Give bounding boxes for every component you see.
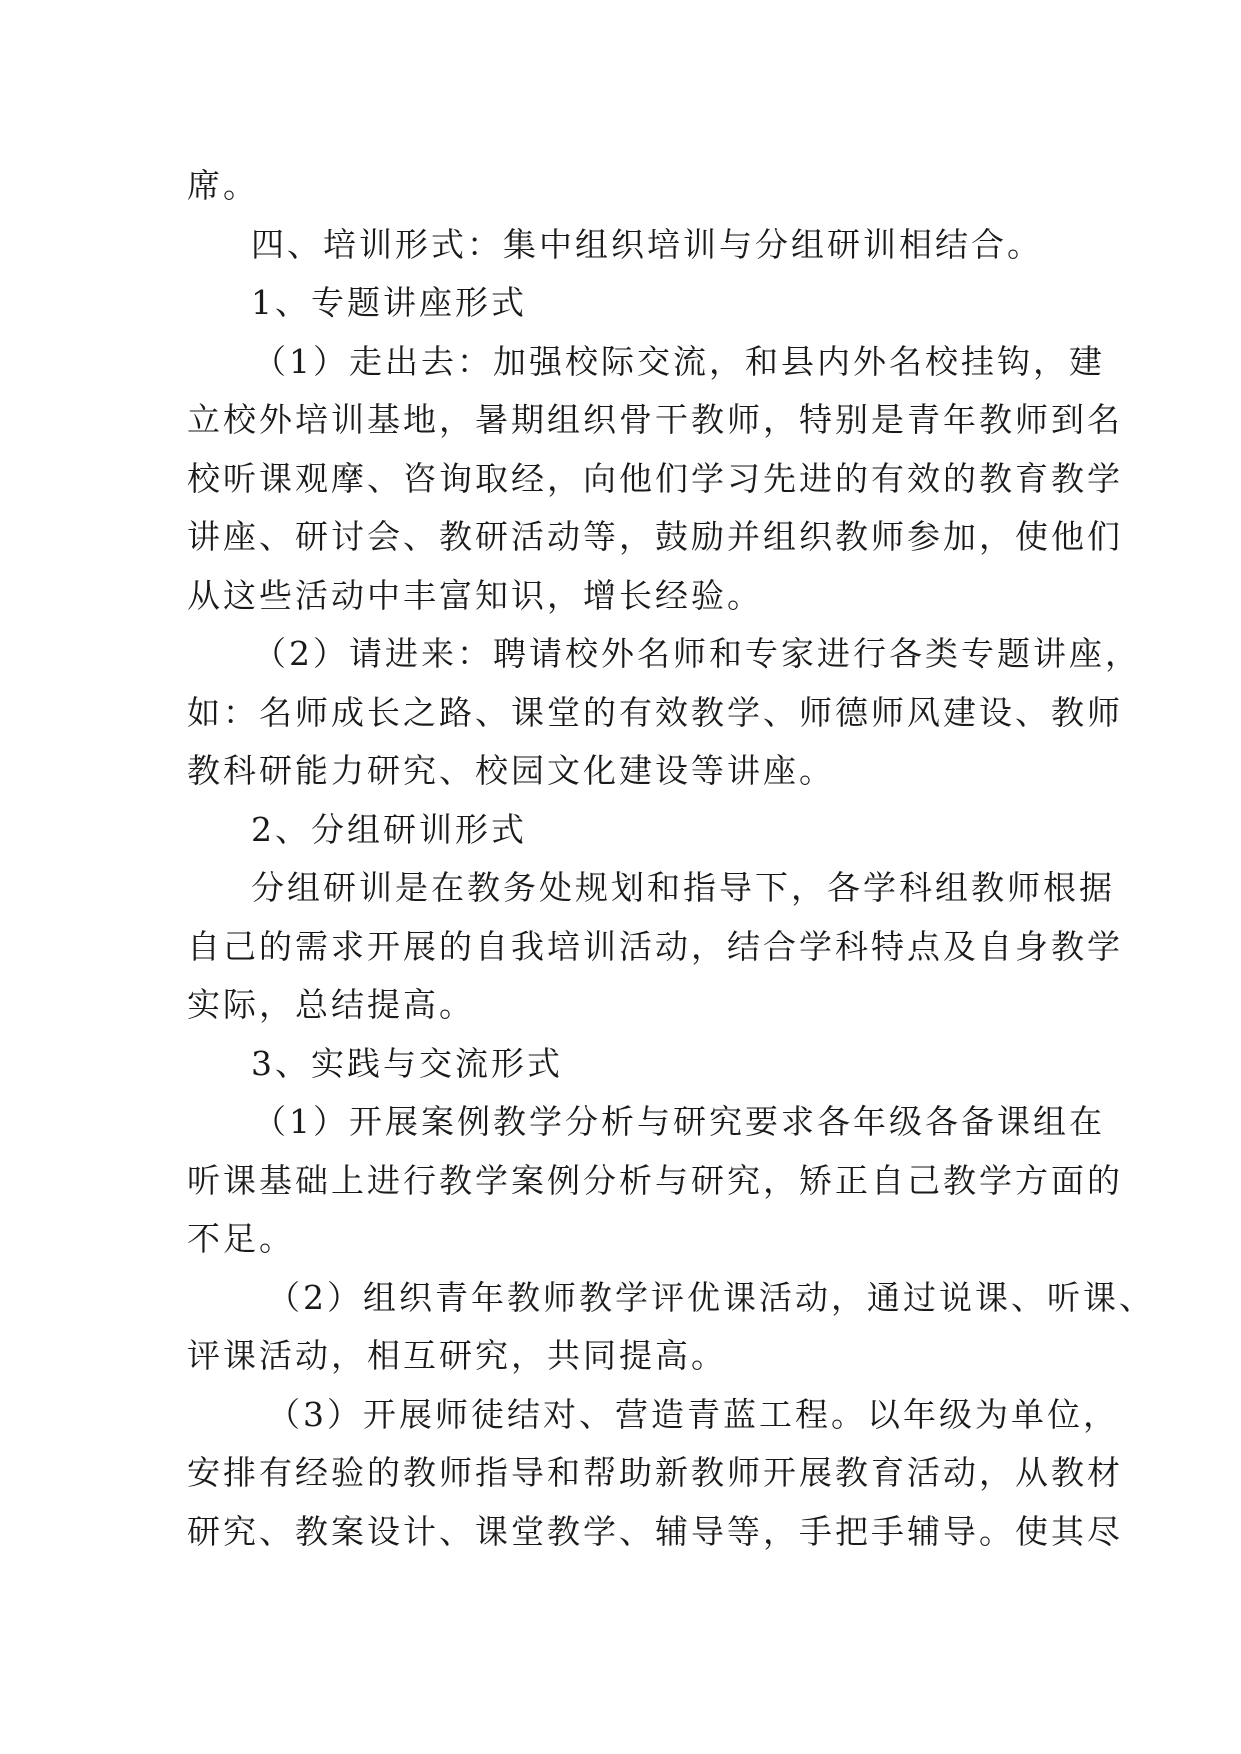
text-line: 立校外培训基地，暑期组织骨干教师，特别是青年教师到名 [187, 400, 1123, 439]
subsection-heading: 1、专题讲座形式 [251, 283, 527, 322]
text-line: 实际，总结提高。 [187, 985, 475, 1024]
text-line: 教科研能力研究、校园文化建设等讲座。 [187, 751, 835, 790]
text-line: （2）请进来：聘请校外名师和专家进行各类专题讲座， [253, 634, 1141, 673]
subsection-heading: 2、分组研训形式 [251, 809, 527, 849]
text-line: （2）组织青年教师教学评优课活动，通过说课、听课、 [267, 1277, 1155, 1317]
text-line: 安排有经验的教师指导和帮助新教师开展教育活动，从教材 [187, 1453, 1123, 1492]
text-line: 校听课观摩、咨询取经，向他们学习先进的有效的教育教学 [187, 458, 1123, 498]
text-line: 自己的需求开展的自我培训活动，结合学科特点及自身教学 [187, 926, 1123, 966]
text-line: （1）开展案例教学分析与研究要求各年级各备课组在 [253, 1102, 1105, 1141]
text-line: 研究、教案设计、课堂教学、辅导等，手把手辅导。使其尽 [187, 1511, 1123, 1551]
subsection-heading: 3、实践与交流形式 [251, 1043, 563, 1083]
text-line: 讲座、研讨会、教研活动等，鼓励并组织教师参加，使他们 [187, 517, 1123, 556]
text-line: 不足。 [187, 1219, 295, 1258]
text-line: 分组研训是在教务处规划和指导下，各学科组教师根据 [251, 868, 1115, 907]
text-line: 从这些活动中丰富知识，增长经验。 [187, 575, 763, 615]
text-line: （1）走出去：加强校际交流，和县内外名校挂钩，建 [253, 341, 1105, 381]
text-line: 如：名师成长之路、课堂的有效教学、师德师风建设、教师 [187, 692, 1123, 732]
text-line: 席。 [187, 166, 259, 205]
text-line: 听课基础上进行教学案例分析与研究，矫正自己教学方面的 [187, 1160, 1123, 1200]
text-line: 评课活动，相互研究，共同提高。 [187, 1336, 727, 1375]
text-line: （3）开展师徒结对、营造青蓝工程。以年级为单位， [267, 1394, 1119, 1434]
section-heading: 四、培训形式：集中组织培训与分组研训相结合。 [251, 224, 1043, 264]
document-body [187, 157, 1155, 1561]
